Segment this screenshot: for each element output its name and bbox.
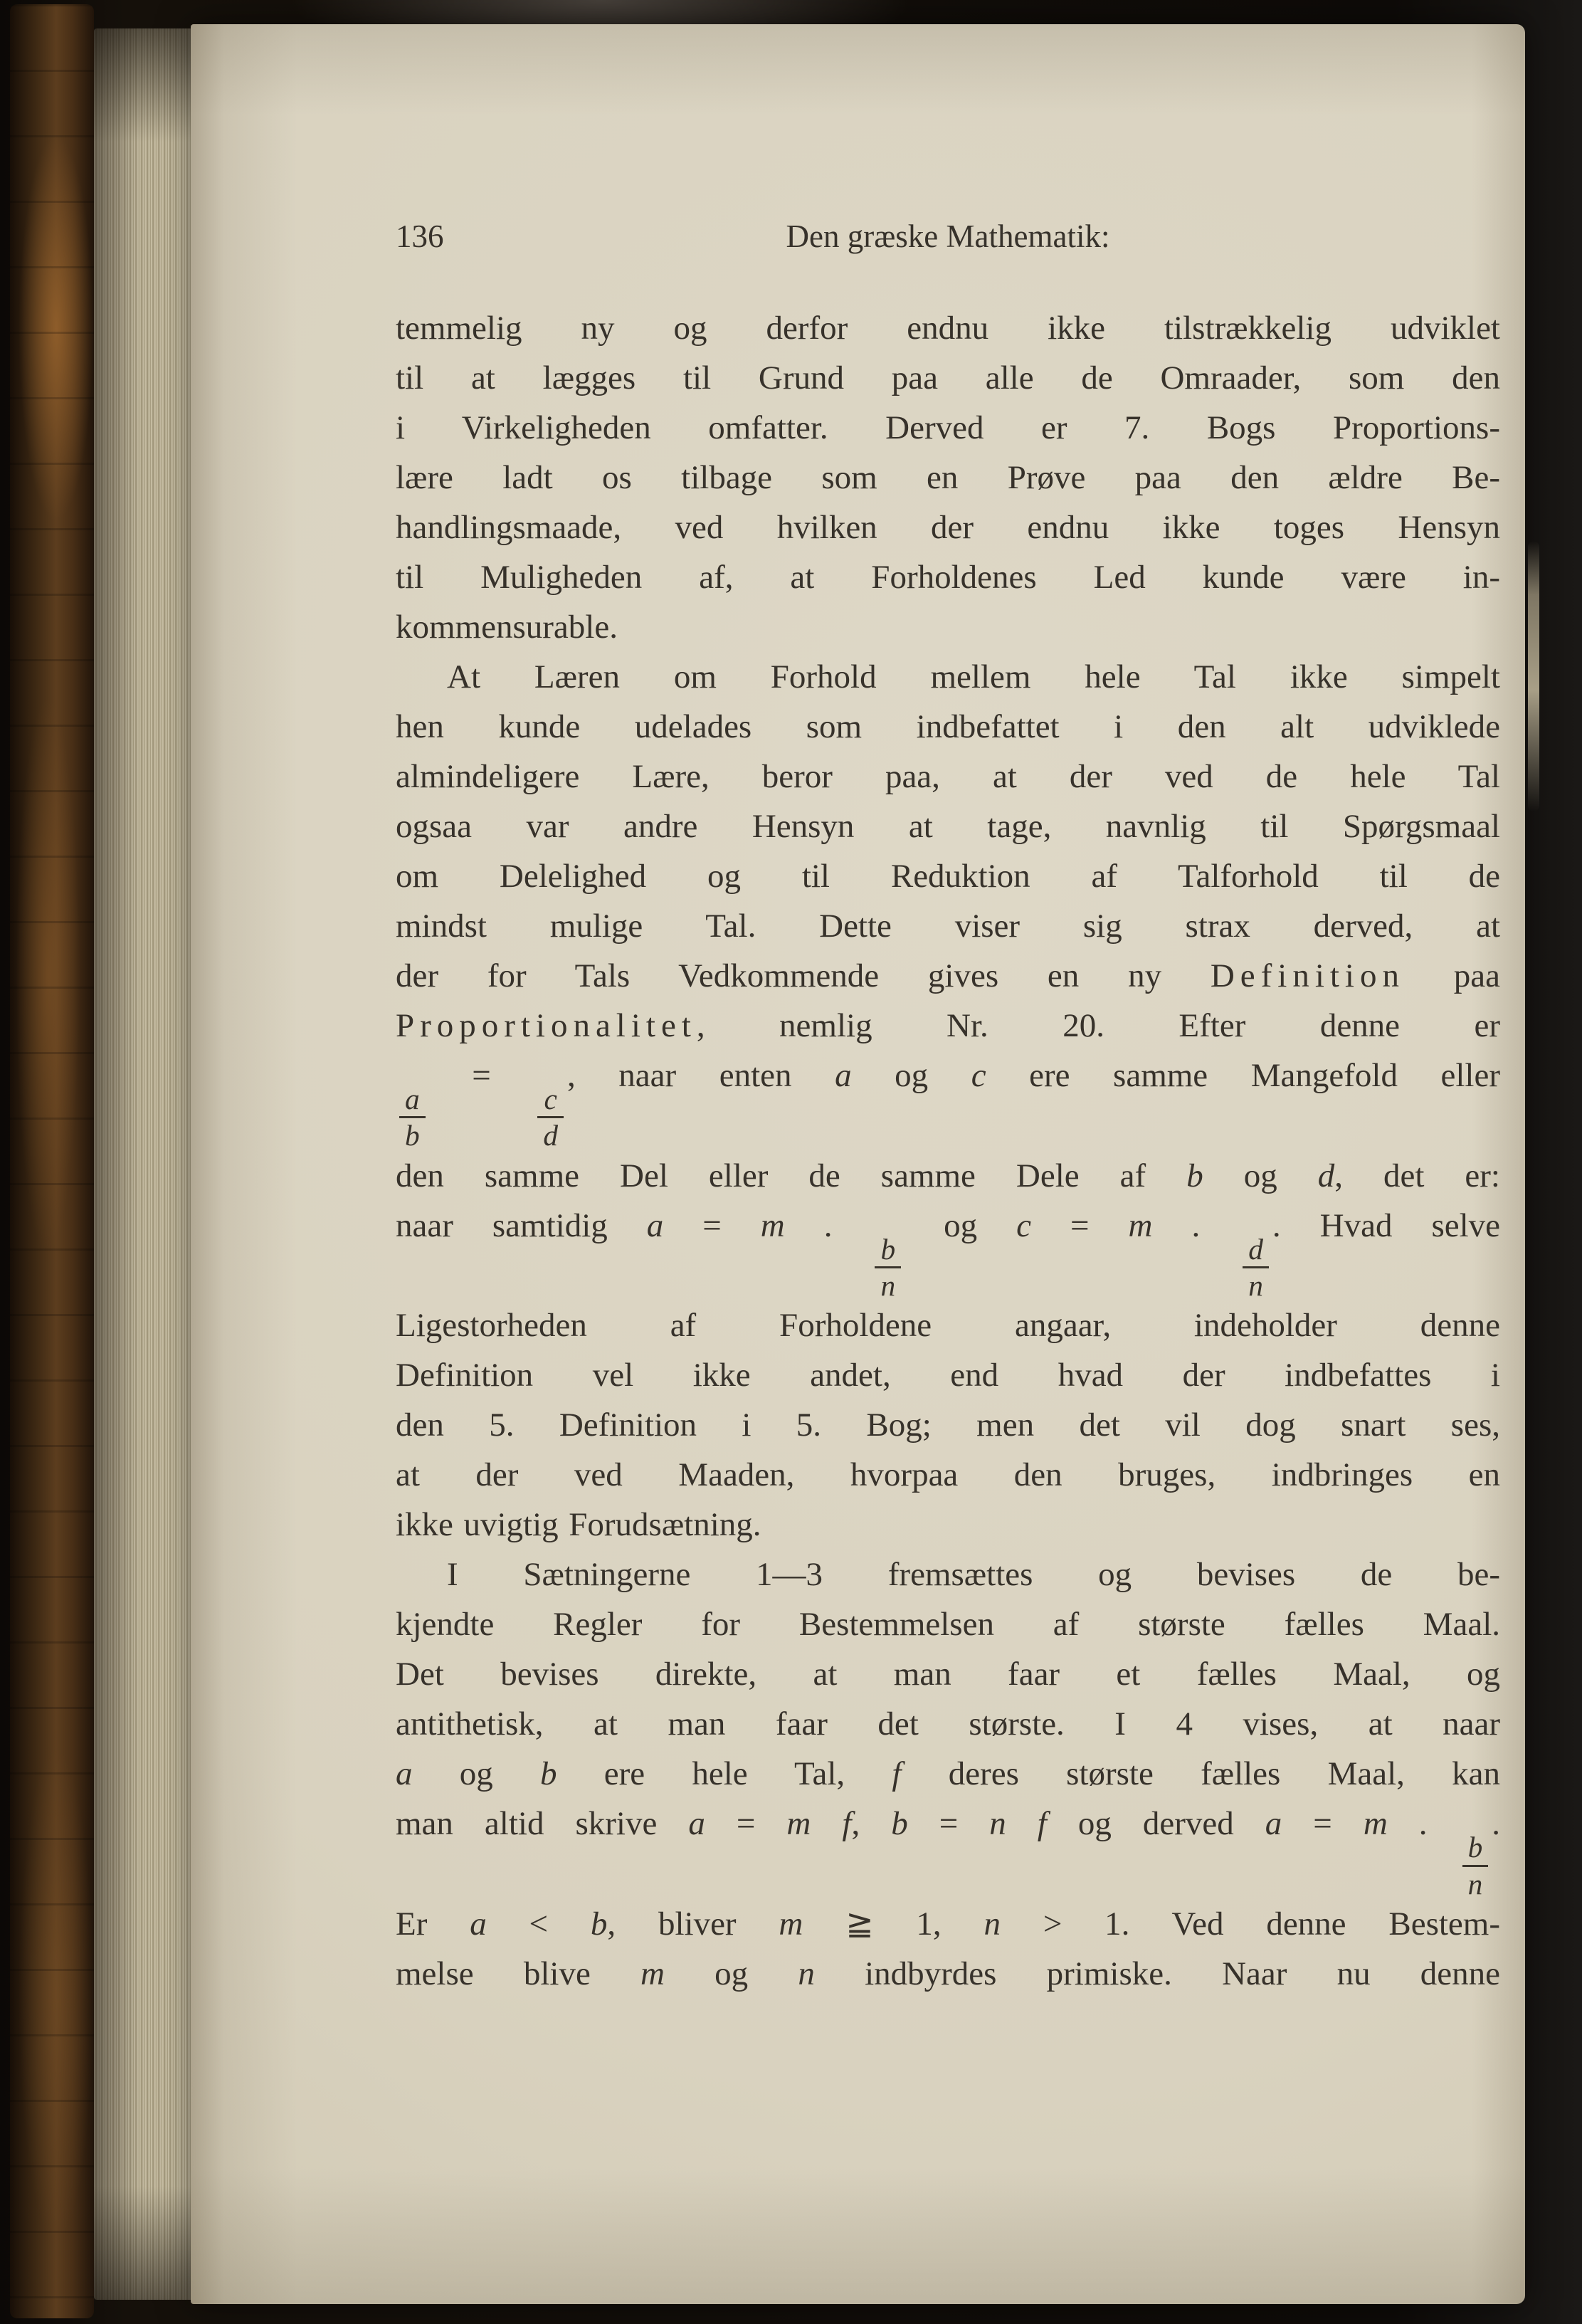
math-variable: n [798,1955,815,1992]
text-run: , bliver [607,1905,779,1942]
math-variable: n [984,1905,1001,1942]
text-line [396,801,1500,851]
math-variable: n f [989,1805,1047,1843]
text-line [396,1949,1500,1999]
fraction-numerator: a [405,1083,420,1116]
math-variable: c [971,1057,986,1094]
text-line [396,503,1500,552]
text-run: melse blive [396,1955,641,1992]
fraction-denominator: n [1462,1865,1489,1899]
text-run: kjendte Regler for Bestemmelsen af største fælles Maal. [396,1606,1500,1644]
text-run: almindeligere Lære, beror paa, at der ved de hele Tal [396,758,1500,795]
fraction-numerator: b [1467,1831,1483,1864]
text-run: = [1031,1206,1129,1244]
text-line [396,453,1500,503]
math-variable: a [470,1905,487,1942]
text-run: < [486,1905,591,1942]
text-run: til at lægges til Grund paa alle de Omraader, som den [396,359,1500,396]
text-run: deres største fælles Maal, kan [901,1755,1501,1793]
text-line [396,951,1500,1001]
text-run: Er [396,1905,470,1942]
fraction-denominator: n [1243,1266,1269,1300]
text-run: kommensurable. [396,609,618,646]
paragraph [396,652,1500,1550]
text-run: antithetisk, at man faar det største. I 4 vises, at naar [396,1705,1500,1743]
text-line [396,1051,1500,1151]
text-run: den samme Del eller de samme Dele af [396,1157,1187,1194]
text-run: paa [1404,957,1500,994]
text-run: indbyrdes primiske. Naar nu denne [814,1955,1501,1992]
math-variable: a [646,1206,664,1244]
text-run: Det bevises direkte, at man faar et fælles Maal, og [396,1656,1500,1693]
text-run: At Læren om Forhold mellem hele Tal ikke simpelt [447,658,1500,695]
emphasized-word: Definition [1210,957,1405,994]
text-line [396,1599,1500,1649]
text-run: ikke uvigtig Forudsætning. [396,1506,761,1544]
math-variable: m [779,1905,803,1942]
text-run: . [1492,1805,1501,1843]
text-run: , naar enten [567,1057,835,1094]
math-variable: b [590,1905,608,1942]
text-line [396,652,1500,702]
text-run: naar samtidig [396,1206,647,1244]
text-run: mindst mulige Tal. Dette viser sig strax derved, at [396,908,1500,945]
text-run: ogsaa var andre Hensyn at tage, navnlig til Spørgsmaal [396,808,1500,845]
text-run: ≧ 1, [803,1905,984,1942]
text-run: i Virkeligheden omfatter. Derved er 7. Bogs Proportions- [396,409,1500,446]
text-line [396,1151,1500,1201]
math-variable: c [1016,1206,1032,1244]
text-run: og [905,1206,1017,1244]
text-run: = [428,1057,534,1094]
text-run: . [1152,1206,1240,1244]
paragraph [396,1550,1500,1999]
text-run: = [1282,1805,1364,1843]
text-run: og [1203,1157,1318,1194]
text-run: = [663,1206,761,1244]
math-variable: b [891,1805,908,1843]
text-line [396,702,1500,752]
inline-fraction [1462,1832,1489,1898]
fraction-denominator: d [537,1116,564,1150]
fraction-numerator: c [544,1083,557,1116]
fraction-denominator: b [399,1116,426,1150]
text-line [396,1550,1500,1599]
text-line [396,1201,1500,1301]
text-run: ere samme Mangefold eller [986,1057,1500,1094]
text-line [396,1300,1500,1350]
text-line [396,1500,1500,1550]
math-variable: m [1363,1805,1388,1843]
math-variable: a [835,1057,852,1094]
text-run: og [851,1057,971,1094]
math-variable: m [640,1955,665,1992]
math-variable: b [540,1755,557,1793]
text-run: om Delelighed og til Reduktion af Talforhold til de [396,858,1500,895]
text-run: at der ved Maaden, hvorpaa den bruges, indbringes en [396,1456,1500,1494]
text-run: = [907,1805,990,1843]
text-run: man altid skrive [396,1805,689,1843]
math-variable: a [1265,1805,1282,1843]
text-run: handlingsmaade, ved hvilken der endnu ikke toges Hensyn [396,509,1500,546]
text-run: . [784,1206,872,1244]
text-block [396,303,1500,1999]
text-run: = [705,1805,787,1843]
math-variable: m [1128,1206,1153,1244]
math-variable: a [688,1805,705,1843]
text-run: hen kunde udelades som indbefattet i den alt udviklede [396,708,1500,745]
page-number: 136 [396,219,444,254]
text-run: , [851,1805,892,1843]
text-line [396,1001,1500,1051]
text-run: I Sætningerne 1—3 fremsættes og bevises de be- [447,1556,1500,1594]
text-line [396,752,1500,801]
fraction-numerator: d [1248,1232,1263,1266]
text-line [396,552,1500,602]
math-variable: a [396,1755,413,1793]
book-spine-leather [10,4,94,2318]
inline-fraction [399,1084,426,1150]
stacked-page-edges [94,28,191,2300]
emphasized-word: Proportionalitet [396,1007,697,1044]
text-run: Ligestorheden af Forholdene angaar, indeholder denne [396,1307,1500,1345]
adjacent-page-edge [1528,541,1539,811]
text-run: lære ladt os tilbage som en Prøve paa den ældre Be- [396,459,1500,496]
text-line [396,1799,1500,1899]
text-line [396,303,1500,353]
text-run: > 1. Ved denne Bestem- [1001,1905,1500,1942]
math-variable: b [1186,1157,1203,1194]
text-line [396,1749,1500,1799]
text-line [396,1400,1500,1450]
text-line [396,602,1500,652]
fraction-numerator: b [880,1232,896,1266]
inline-fraction [875,1232,901,1303]
text-line [396,851,1500,901]
text-run: temmelig ny og derfor endnu ikke tilstrækkelig udviklet [396,310,1500,347]
text-run: Definition vel ikke andet, end hvad der indbefattes i [396,1357,1500,1394]
inline-fraction [537,1084,564,1150]
text-line [396,901,1500,951]
math-variable: f [892,1755,902,1793]
running-header: Den græske Mathematik: [786,219,1110,254]
math-variable: m f [786,1805,852,1843]
text-run: . Hvad selve [1272,1206,1501,1244]
text-run: og [412,1755,540,1793]
book-page [191,24,1525,2304]
text-line [396,1350,1500,1400]
text-run: til Muligheden af, at Forholdenes Led kunde være in- [396,559,1500,596]
math-variable: d [1317,1157,1335,1194]
text-run: og [664,1955,798,1992]
text-line [396,1450,1500,1500]
page-header [396,218,1500,263]
text-run: , det er: [1334,1157,1500,1194]
text-run: . [1387,1805,1459,1843]
text-run: den 5. Definition i 5. Bog; men det vil dog snart ses, [396,1407,1500,1444]
fraction-denominator: n [875,1266,901,1300]
math-variable: m [760,1206,785,1244]
text-line [396,1699,1500,1749]
text-run: der for Tals Vedkommende gives en ny [396,957,1211,994]
inline-fraction [1243,1232,1269,1303]
text-line [396,1899,1500,1949]
text-line [396,1649,1500,1699]
text-line [396,353,1500,403]
text-run: og derved [1046,1805,1265,1843]
text-run: ere hele Tal, [557,1755,892,1793]
paragraph [396,303,1500,652]
text-line [396,403,1500,453]
text-run: , nemlig Nr. 20. Efter denne er [696,1007,1500,1044]
